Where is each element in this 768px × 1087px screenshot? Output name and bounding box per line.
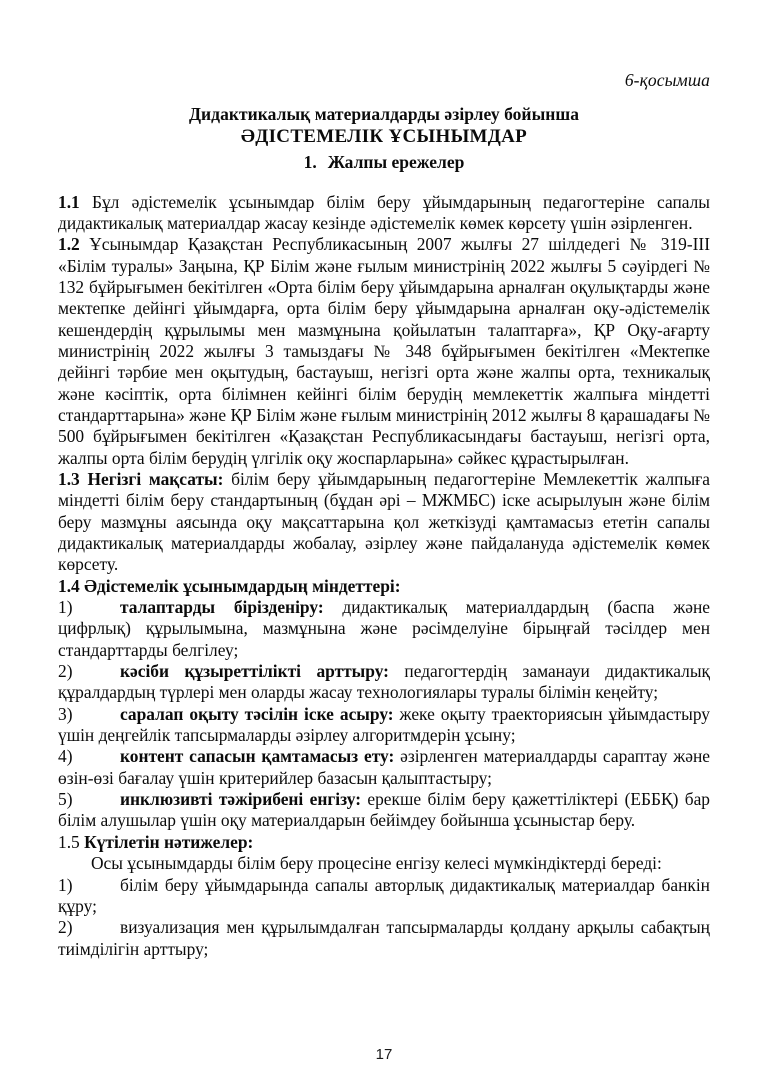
list-item-1-4-5 — [58, 789, 710, 832]
paragraph-1-1-text: Бұл әдістемелік ұсынымдар білім беру ұйымдарының педагогтеріне сапалы дидактикалық материалдар жасау кезінде әдістемелік көмек көрсету үшін әзірленген. — [58, 191, 710, 233]
paragraph-1-5-number: 1.5 — [58, 831, 85, 852]
paragraph-1-3-text: білім беру ұйымдарының педагогтеріне Мемлекеттік жалпыға міндетті білім беру стандартының (бұдан әрі – МЖМБС) іске асырылуын және білім беру мазмұны аясында оқу мақсаттарына қол жеткізуді қамтамасыз ететін сапалы дидактикалық материалдарды жобалау, әзірлеу және пайдалануда әдістемелік көмек көрсету. — [58, 468, 710, 575]
section-number: 1. — [303, 151, 317, 172]
list-item-text: жеке оқыту траекториясын ұйымдастыру үшін деңгейлік тапсырмаларды әзірлеу алгоритмдерін ұсыну; — [58, 703, 710, 746]
paragraph-1-3-lead: Негізгі мақсаты: — [79, 468, 224, 489]
list-item-1-4-4 — [58, 746, 710, 789]
paragraph-1-5-intro — [58, 853, 710, 874]
paragraph-1-2 — [58, 234, 710, 469]
list-marker: 3) — [58, 703, 73, 724]
paragraph-1-2-text: Ұсынымдар Қазақстан Республикасының 2007 жылғы 27 шілдедегі № 319-III «Білім туралы» Заңына, ҚР Білім және ғылым министрінің 2022 жылғы 5 сәуірдегі № 132 бұйрығымен бекітілген «Орта білім беру ұйымдарына арналған оқулықтарды және мектепке дейінгі ұйымдарға, орта білім беру ұйымдарына арналған оқу-әдістемелік кешендердің құрылымы мен мазмұнына қойылатын талаптарға», ҚР Оқу-ағарту министрінің 2022 жылғы 3 тамыздағы № 348 бұйрығымен бекітілген «Мектепке дейінгі тәрбие мен оқытудың, бастауыш, негізгі орта және жалпы орта, техникалық және кәсіптік, орта білімнен кейінгі білім берудің мемлекеттік жалпыға міндетті стандарттарына» және ҚР Білім және ғылым министрінің 2012 жылғы 8 қарашадағы № 500 бұйрығымен бекітілген «Қазақстан Республикасындағы бастауыш, негізгі орта, жалпы орта білім берудің үлгілік оқу жоспарларына» сәйкес құрастырылған. — [58, 234, 710, 468]
paragraph-1-1 — [58, 192, 710, 235]
paragraph-1-5-heading — [58, 832, 710, 853]
list-marker: 1) — [58, 874, 73, 895]
list-item-text: ерекше білім беру қажеттіліктері (ЕББҚ) бар білім алушылар үшін оқу материалдарын бейімдеу бойынша ұсыныстар беру. — [58, 789, 711, 831]
list-item-1-5-2 — [58, 917, 710, 960]
list-item-text: әзірленген материалдарды сараптау және өзін-өзі бағалау үшін критерийлер базасын қалыптастыру; — [58, 746, 711, 788]
paragraph-1-4-heading — [58, 576, 710, 597]
document-title-line-2: ӘДІСТЕМЕЛІК ҰСЫНЫМДАР — [240, 125, 528, 147]
list-marker: 2) — [58, 917, 73, 938]
list-item-lead: инклюзивті тәжірибені енгізу: — [120, 789, 361, 810]
paragraph-1-4-heading-text: 1.4 Әдістемелік ұсынымдардың міндеттері: — [58, 575, 401, 596]
list-item-text: білім беру ұйымдарында сапалы авторлық дидактикалық материалдар банкін құру; — [58, 874, 710, 916]
list-item-lead: контент сапасын қамтамасыз ету: — [120, 746, 395, 767]
document-body — [58, 192, 710, 960]
list-marker: 5) — [58, 789, 73, 810]
document-title-block — [58, 103, 710, 174]
paragraph-1-2-number: 1.2 — [58, 234, 80, 255]
list-item-text: визуализация мен құрылымдалған тапсырмаларды қолдану арқылы сабақтың тиімділігін арттыру; — [58, 917, 710, 959]
list-item-1-4-1 — [58, 597, 710, 661]
paragraph-1-1-number: 1.1 — [58, 191, 80, 212]
list-item-text: дидактикалық материалдардың (баспа және цифрлық) құрылымына, мазмұнына және рәсімделуіне бірыңғай тәсілдер мен стандарттарды белгілеу; — [58, 597, 711, 660]
appendix-marker: 6-қосымша — [624, 70, 710, 90]
list-marker: 2) — [58, 661, 73, 682]
list-item-text: педагогтердің заманауи дидактикалық құралдардың түрлері мен оларды жасау технологиялары туралы білімін кеңейту; — [58, 661, 710, 703]
list-item-1-4-3 — [58, 704, 710, 747]
list-item-1-4-2 — [58, 661, 710, 704]
page-content — [58, 0, 710, 960]
list-marker: 1) — [58, 597, 73, 618]
paragraph-1-3-number: 1.3 — [58, 468, 80, 489]
list-item-lead: талаптарды бірізденіру: — [120, 597, 324, 618]
section-title: Жалпы ережелер — [327, 151, 465, 172]
list-item-1-5-1 — [58, 875, 710, 918]
document-title-line-1: Дидактикалық материалдарды әзірлеу бойынша — [188, 103, 580, 124]
paragraph-1-5-intro-text: Осы ұсынымдарды білім беру процесіне енгізу келесі мүмкіндіктерді береді: — [91, 853, 662, 874]
page-number: 17 — [375, 1046, 393, 1063]
list-item-lead: саралап оқыту тәсілін іске асыру: — [120, 703, 394, 724]
paragraph-1-3 — [58, 469, 710, 576]
list-item-lead: кәсіби құзыреттілікті арттыру: — [120, 661, 389, 682]
section-heading — [58, 150, 710, 174]
list-marker: 4) — [58, 746, 73, 767]
paragraph-1-5-heading-text: Күтілетін нәтижелер: — [84, 831, 254, 852]
